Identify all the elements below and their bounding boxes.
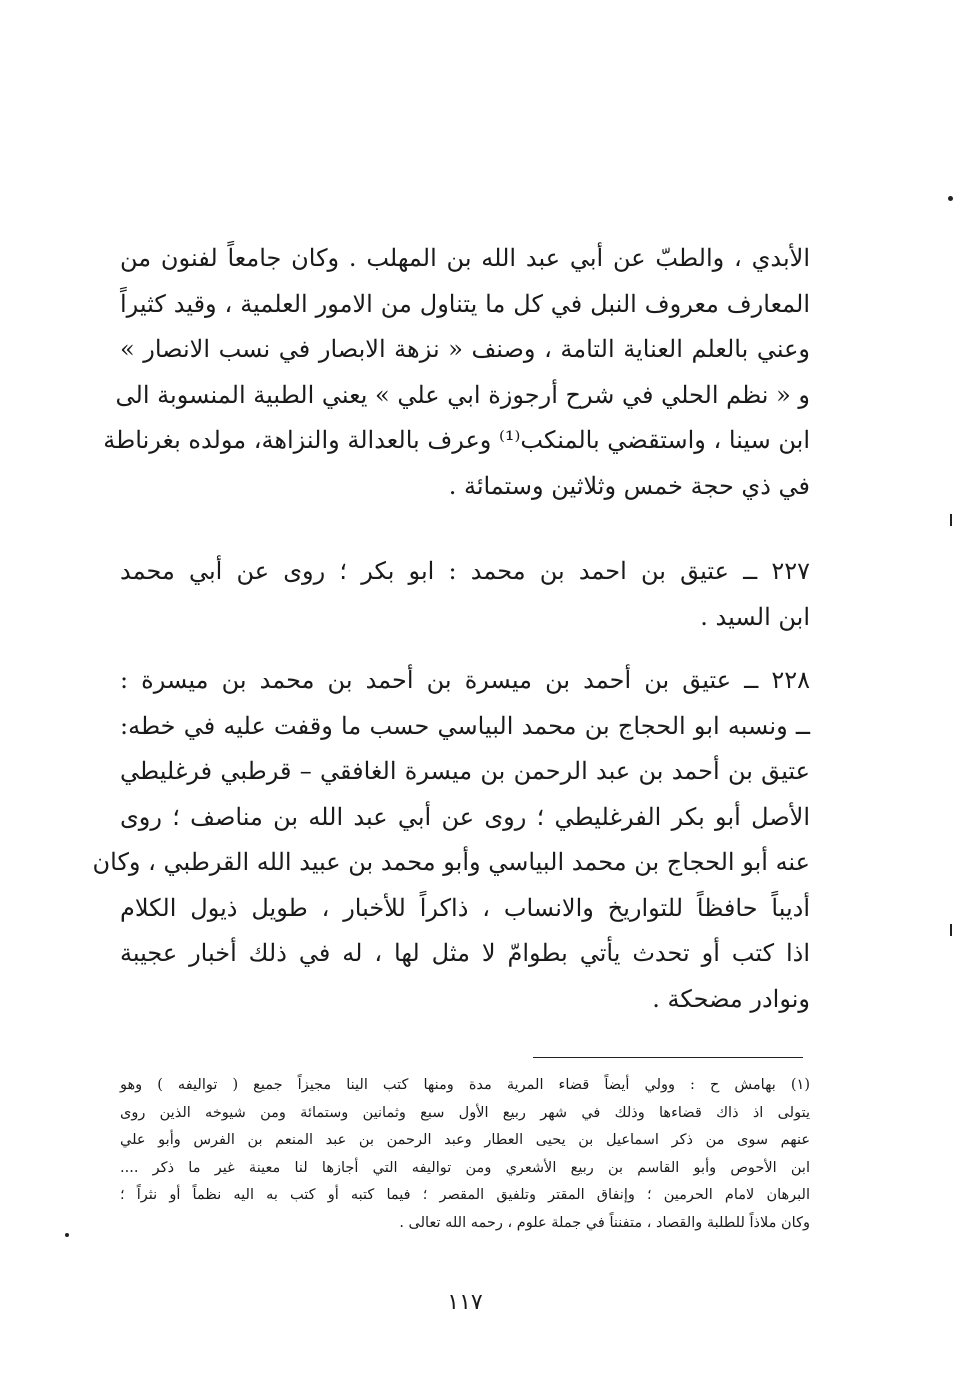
footnote-line: عنهم سوى من ذكر اسماعيل بن يحيى العطار وعبد الرحمن بن عبد المنعم بن الفرس وأبو علي (120, 1132, 810, 1148)
text-line: ابن السيد . (700, 602, 810, 631)
paragraph-biography-continued (103, 236, 810, 509)
footnote-line: البرهان لامام الحرمين ؛ وإنفاق المقتر وتلفيق المقصر ؛ فيما كتبه أو كتب به اليه نظماً أو نثراً ؛ (120, 1187, 810, 1203)
text-line: اذا كتب أو تحدث يأتي بطوامّ لا مثل لها ، له في ذلك أخبار عجيبة (120, 939, 810, 967)
footnote-line: وكان ملاذاً للطلبة والقصاد ، متفنناً في جملة علوم ، رحمه الله تعالى . (399, 1214, 810, 1231)
scan-mark (950, 924, 952, 936)
text-line: ابن سينا ، واستقضي بالمنكب⁽¹⁾ وعرف بالعدالة والنزاهة، مولده بغرناطة (103, 426, 810, 454)
scan-mark (950, 514, 952, 526)
scan-mark (948, 196, 953, 201)
text-line: ونوادر مضحكة . (652, 984, 810, 1013)
text-line: و « نظم الحلي في شرح أرجوزة ابي علي » يعني الطبية المنسوبة الى (115, 380, 810, 409)
entry-228 (92, 658, 810, 1022)
page-number: ١١٧ (447, 1290, 483, 1315)
text-line: عتيق بن أحمد بن عبد الرحمن بن ميسرة الغافقي – قرطبي فرغليطي (120, 757, 810, 785)
text-line: عنه أبو الحجاج بن محمد البياسي وأبو محمد بن عبيد الله القرطبي ، وكان (92, 848, 810, 876)
text-line: في ذي حجة خمس وثلاثين وستمائة . (448, 471, 810, 500)
text-line: المعارف معروف النبل في كل ما يتناول من الامور العلمية ، وقيد كثيراً (120, 289, 810, 318)
text-line: وعني بالعلم العناية التامة ، وصنف « نزهة الابصار في نسب الانصار » (120, 335, 810, 363)
text-line: أديباً حافظاً للتواريخ والانساب ، ذاكراً للأخبار ، طويل ذيول الكلام (120, 893, 810, 922)
entry-227 (120, 549, 810, 640)
text-line: ــ ونسبه ابو الحجاج بن محمد البياسي حسب ما وقفت عليه في خطه: (120, 711, 810, 740)
text-line: الأبدي ، والطبّ عن أبي عبد الله بن المهلب . وكان جامعاً لفنون من (120, 244, 810, 272)
footnote-line: ابن الأحوص وأبو القاسم بن ربيع الأشعري ومن تواليفه التي أجازها لنا معينة غير ما ذكر .... (120, 1159, 810, 1176)
text-line: ٢٢٧ ــ عتيق بن احمد بن محمد : ابو بكر ؛ روى عن أبي محمد (120, 557, 810, 585)
text-line: ٢٢٨ ــ عتيق بن أحمد بن ميسرة بن أحمد بن محمد بن ميسرة : (120, 666, 810, 694)
scan-mark (65, 1233, 69, 1237)
footnote-separator (533, 1057, 803, 1058)
footnote-line: (١) بهامش ح : وولي أيضاً قضاء المرية مدة ومنها كتب الينا مجيزاً جميع ( تواليفه ) وهو (120, 1077, 810, 1093)
footnote-line: يتولى اذ ذاك قضاءها وذلك في شهر ربيع الأول سبع وثمانين وستمائة ومن شيوخه الذين روى (120, 1104, 810, 1121)
text-line: الأصل أبو بكر الفرغليطي ؛ روى عن أبي عبد الله بن مناصف ؛ روى (120, 802, 810, 831)
footnotes (120, 1072, 810, 1237)
